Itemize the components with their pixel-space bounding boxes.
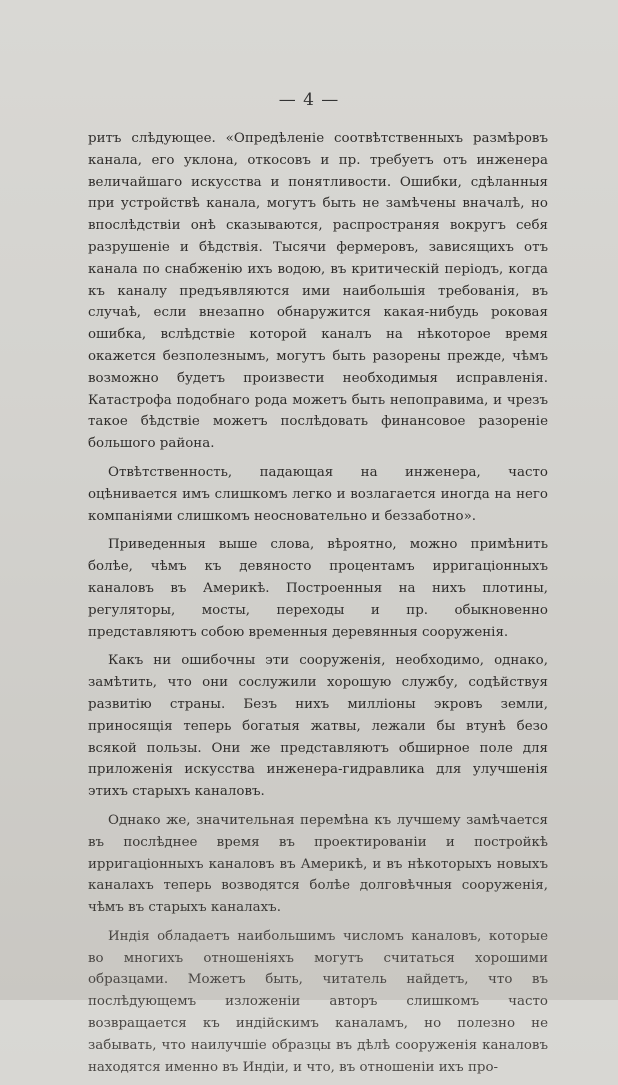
paragraph-2: Отвѣтственность, падающая на инженера, часто оцѣнивается имъ слишкомъ легко и возлагается иногда на него компаніями слишкомъ неосновательно и беззаботно».	[88, 464, 548, 524]
paragraph-1: ритъ слѣдующее. «Опредѣленіе соотвѣтственныхъ размѣровъ канала, его уклона, откосовъ и пр. требуетъ отъ инженера величайшаго искусства и понятливости. Ошибки, сдѣланныя при устройствѣ канала, могутъ быть не замѣчены вначалѣ, но впослѣдствіи онѣ сказываются, распространяя вокругъ себя разрушеніе и бѣдствія. Тысячи фермеровъ, зависящихъ отъ канала по снабженію ихъ водою, въ критическій періодъ, когда къ каналу предъявляются ими наибольшія требованія, въ случаѣ, если внезапно обнаружится какая-нибудь роковая ошибка, вслѣдствіе которой каналъ на нѣкоторое время окажется безполезнымъ, могутъ быть разорены прежде, чѣмъ возможно будетъ произвести необходимыя исправленія. Катастрофа подобнаго рода можетъ быть непоправима, и чрезъ такое бѣдствіе можетъ послѣдовать финансовое разореніе большого района.	[88, 131, 548, 452]
paragraph-5: Однако же, значительная перемѣна къ лучшему замѣчается въ послѣднее время въ проектированіи и постройкѣ ирригаціонныхъ каналовъ въ Америкѣ, и въ нѣкоторыхъ новыхъ каналахъ теперь возводятся болѣе долговѣчныя сооруженія, чѣмъ въ старыхъ каналахъ.	[88, 812, 548, 916]
page-number: — 4 —	[278, 90, 340, 110]
page-body	[88, 128, 548, 1085]
paragraph-4: Какъ ни ошибочны эти сооруженія, необходимо, однако, замѣтить, что они сослужили хорошую службу, содѣйствуя развитію страны. Безъ нихъ милліоны экровъ земли, приносящія теперь богатыя жатвы, лежали бы втунѣ безо всякой пользы. Они же представляютъ обширное поле для приложенія искусства инженера-гидравлика для улучшенія этихъ старыхъ каналовъ.	[88, 653, 548, 800]
paragraph-3: Приведенныя выше слова, вѣроятно, можно примѣнить болѣе, чѣмъ къ девяносто процентамъ ирригаціонныхъ каналовъ въ Америкѣ. Построенныя на нихъ плотины, регуляторы, мосты, переходы и пр. обыкновенно представляютъ собою временныя деревянныя сооруженія.	[88, 537, 548, 640]
paragraph-6: Индія обладаетъ наибольшимъ числомъ каналовъ, которые во многихъ отношеніяхъ могутъ считаться хорошими образцами. Можетъ быть, читатель найдетъ, что въ послѣдующемъ изложеніи авторъ слишкомъ часто возвращается къ индійскимъ каналамъ, но полезно не забывать, что наилучшіе образцы въ дѣлѣ сооруженія каналовъ находятся именно въ Индіи, и что, въ отношеніи ихъ про-	[88, 928, 548, 1075]
